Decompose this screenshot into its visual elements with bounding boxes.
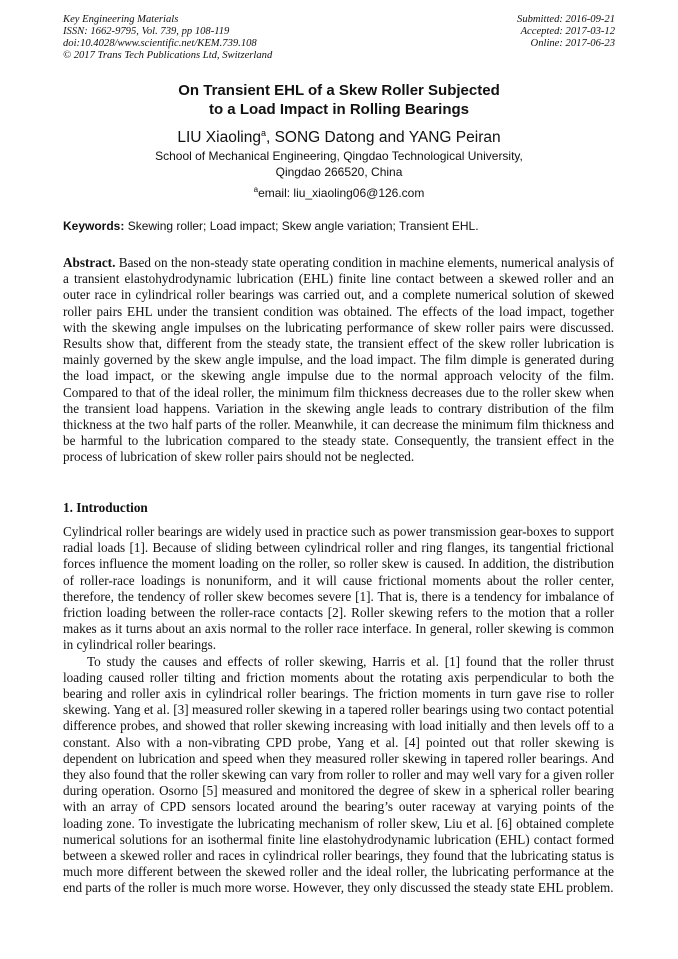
author-rest: , SONG Datong and YANG Peiran [265, 129, 501, 147]
introduction-body [63, 524, 614, 897]
title-line: to a Load Impact in Rolling Bearings [208, 101, 470, 118]
journal-issn: ISSN: 1662-9795, Vol. 739, pp 108-119 [63, 26, 230, 37]
accepted-date: Accepted: 2017-03-12 [520, 26, 615, 37]
submitted-date: Submitted: 2016-09-21 [517, 14, 615, 25]
author-email [0, 185, 678, 200]
journal-name: Key Engineering Materials [63, 14, 179, 25]
keywords-label: Keywords: [63, 219, 125, 233]
title-line: On Transient EHL of a Skew Roller Subjected [178, 82, 500, 99]
section-heading: 1. Introduction [63, 500, 148, 515]
journal-doi: doi:10.4028/www.scientific.net/KEM.739.108 [63, 38, 257, 49]
paragraph: To study the causes and effects of roller skewing, Harris et al. [1] found that the roller thrust loading caused roller tilting and friction moments about the rotating axis perpendicular to both the bearing and roller axis in cylindrical roller bearings. The friction moments in turn gave rise to roller skewing. Yang et al. [3] measured roller skewing in a tapered roller bearings using two contact potential difference probes, and showed that roller skewing increasing with load initially and then levels off to a constant. Also with a non-vibrating CPD probe, Yang et al. [4] pointed out that roller skewing is dependent on lubrication and speed when they measured roller skewing in tapered roller bearings. And they also found that the roller skewing can vary from roller to roller and may well vary for a given roller during operation. Osorno [5] measured and monitored the degree of skew in a spherical roller bearing with an array of CPD sensors located around the bearing’s outer raceway at varying points of the loading zone. To investigate the lubricating mechanism of roller skew, Liu et al. [6] obtained complete numerical solutions for an isothermal finite line elastohydrodynamic lubrication (EHL) contact formed between a skewed roller and races in cylindrical roller bearings, they found that the lubricating status is much more different between the skewed roller and the ideal roller, the lubricating performance at the end parts of the roller is much more worse. However, they only discussed the steady state EHL problem. [63, 653, 614, 896]
author-first: LIU Xiaoling [177, 129, 261, 147]
abstract-label: Abstract. [63, 255, 116, 270]
keywords [63, 219, 479, 233]
copyright: © 2017 Trans Tech Publications Ltd, Switzerland [63, 50, 273, 61]
online-date: Online: 2017-06-23 [530, 38, 615, 49]
affiliation-line: School of Mechanical Engineering, Qingdao Technological University, [155, 149, 523, 163]
email-sup: a [253, 185, 259, 194]
abstract-text: Based on the non-steady state operating condition in machine elements, numerical analysis of a transient elastohydrodynamic lubrication (EHL) finite line contact between a skewed roller and an outer race in cylindrical roller bearings was carried out, and a complete numerical solution of skewed roller pairs EHL under the transient condition was obtained. The effects of the load impact, together with the skewing angle impulses on the lubricating performance of skew roller pairs were discussed. Results show that, different from the steady state, the transient effect of the skew roller lubrication is mainly governed by the skew angle impulse, and the load impact. The film dimple is generated during the load impact, or the skewing angle impulse due to the normal approach velocity of the film. Compared to that of the ideal roller, the minimum film thickness decreases due to the roller skew when the transient load happens. Variation in the skewing angle leads to contrary distribution of the film thickness at the two half parts of the roller. Meanwhile, it can decrease the minimum film thickness and be harmful to the lubrication compared to the steady state. Consequently, the transient effect in the process of lubrication of skew roller pairs should not be neglected. [63, 255, 614, 465]
affiliation-line: Qingdao 266520, China [275, 164, 403, 179]
keywords-text: Skewing roller; Load impact; Skew angle variation; Transient EHL. [124, 219, 479, 233]
paragraph: Cylindrical roller bearings are widely used in practice such as power transmission gear-boxes to support radial loads [1]. Because of sliding between cylindrical roller and ring flanges, its tangential frictional forces influence the moment loading on the roller, so roller skew is caused. In addition, the distribution of roller-race loadings is nonuniform, and it will cause frictional moments about the roller center, therefore, the tendency of roller skew becomes severe [1]. That is, there is a tendency for imbalance of friction loading between the roller-race contacts [2]. Roller skewing refers to the motion that a roller makes as it turns about an axis normal to the roller race interface. In general, roller skewing is common in cylindrical roller bearings. [63, 524, 614, 653]
email-text: email: liu_xiaoling06@126.com [258, 186, 425, 200]
authors [0, 124, 678, 147]
affiliation [0, 149, 678, 180]
abstract [63, 255, 614, 466]
author-sup: a [260, 128, 266, 138]
publication-dates [517, 14, 615, 50]
paper-title [0, 81, 678, 119]
journal-info [63, 14, 272, 62]
